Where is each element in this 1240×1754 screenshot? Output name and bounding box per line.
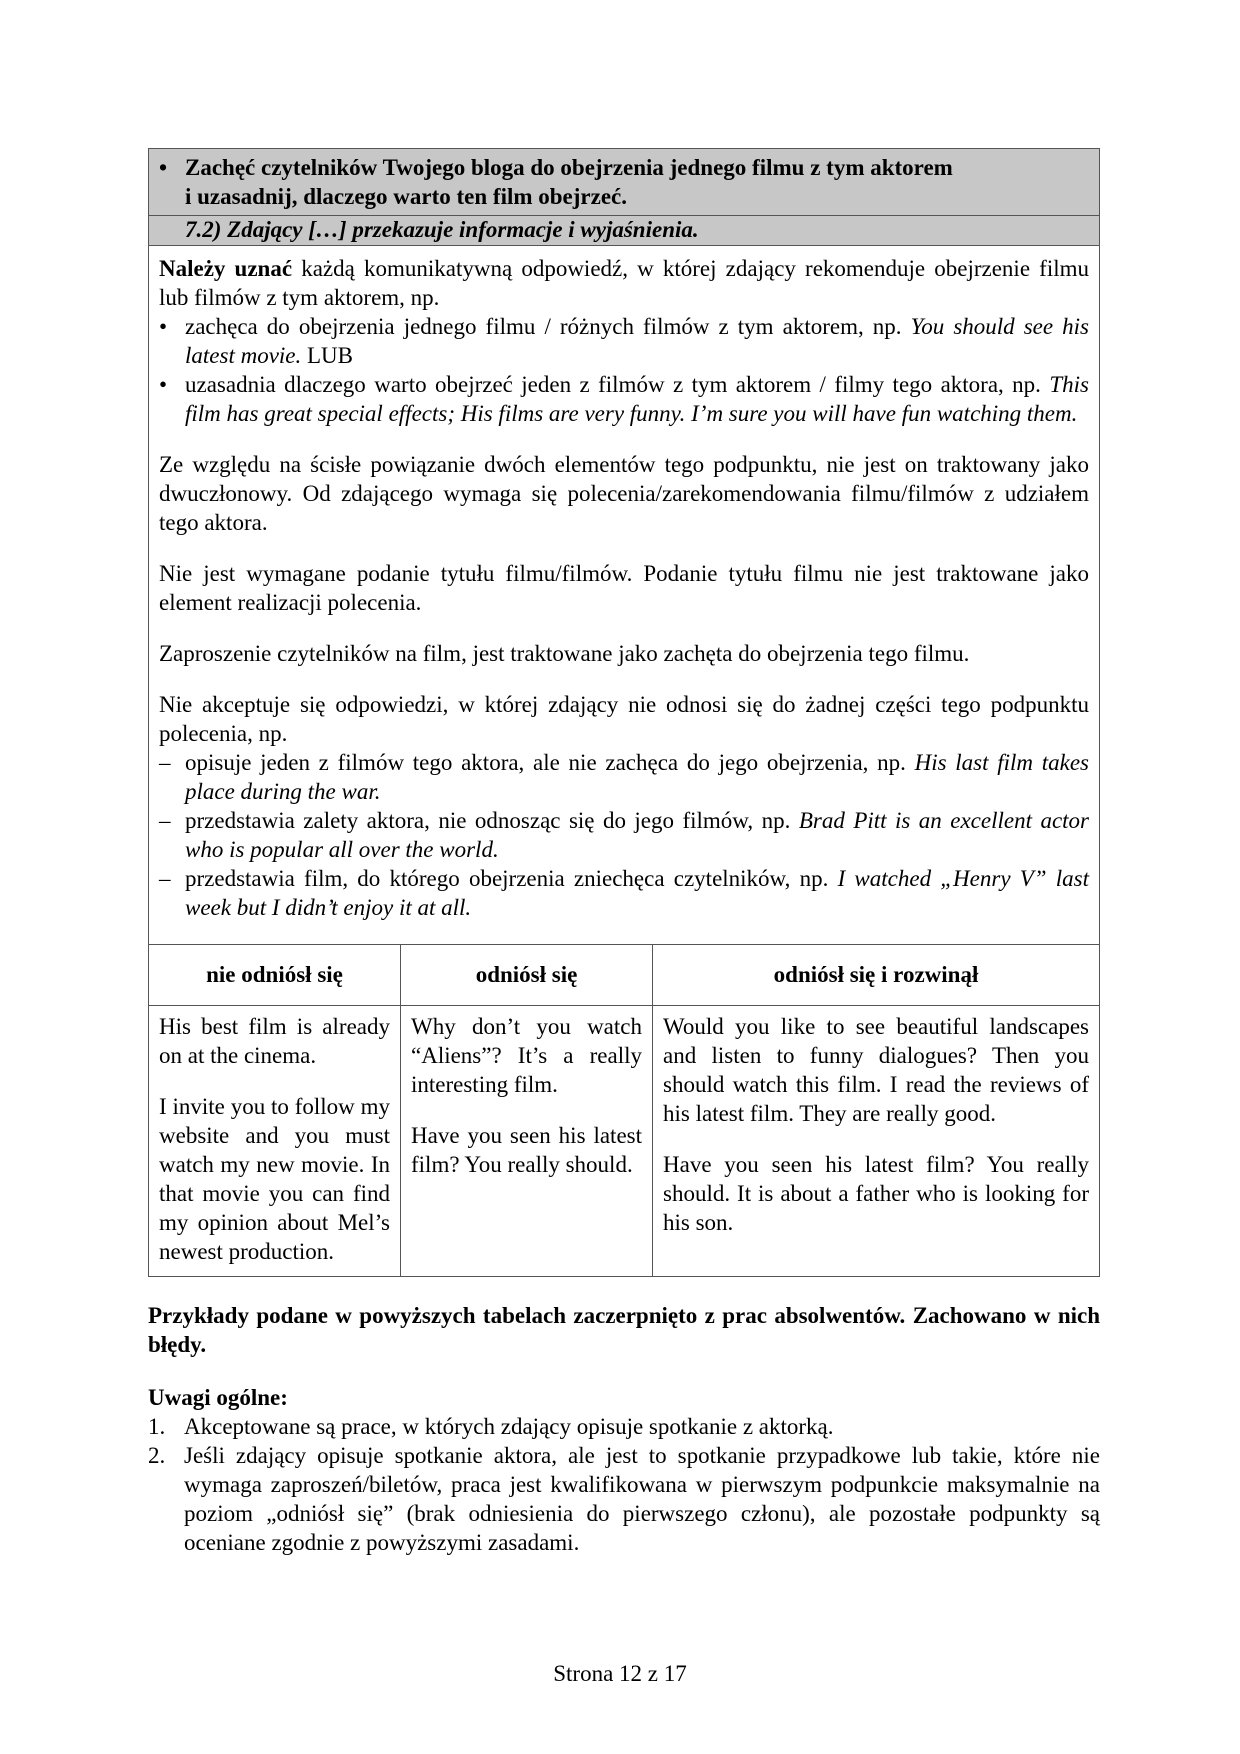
table-cell: Would you like to see beautiful landscapes and listen to funny dialogues? Then you should watch this film. I read the reviews of his latest film. They are really good. Have you seen his latest film? You really should. It is about a father who is looking for his son. — [653, 1005, 1100, 1276]
list-item: – opisuje jeden z filmów tego aktora, ale nie zachęca do jego obejrzenia, np. His last film takes place during the war. — [159, 750, 1089, 804]
general-remarks-title: Uwagi ogólne: — [148, 1384, 288, 1410]
criteria-box — [148, 148, 1100, 945]
paragraph-3: Zaproszenie czytelników na film, jest traktowane jako zachęta do obejrzenia tego filmu. — [159, 641, 970, 666]
intro-bold: Należy uznać — [159, 256, 293, 281]
table-cell: Why don’t you watch “Aliens”? It’s a really interesting film. Have you seen his latest film? You really should. — [401, 1005, 653, 1276]
intro-rest: każdą komunikatywną odpowiedź, w której zdający rekomenduje obejrzenie filmu lub filmów z tym aktorem, np. — [159, 256, 1089, 310]
table-header-row — [149, 944, 1100, 1005]
criteria-body — [149, 246, 1099, 944]
task-line-1: Zachęć czytelników Twojego bloga do obejrzenia jednego filmu z tym aktorem — [185, 155, 953, 180]
bullet-icon: • — [159, 372, 168, 397]
paragraph-4: Nie akceptuje się odpowiedzi, w której zdający nie odnosi się do żadnej części tego podpunktu polecenia, np. — [159, 692, 1089, 746]
list-item: • uzasadnia dlaczego warto obejrzeć jeden z filmów z tym aktorem / filmy tego aktora, np. This film has great special effects; His films are very funny. I’m sure you will have fun watching them. — [159, 372, 1089, 426]
requirement-line: 7.2) Zdający […] przekazuje informacje i wyjaśnienia. — [149, 216, 1099, 246]
paragraph-2: Nie jest wymagane podanie tytułu filmu/filmów. Podanie tytułu filmu nie jest traktowane jako element realizacji polecenia. — [159, 561, 1089, 615]
intro-paragraph — [159, 254, 1089, 312]
reject-dashes — [159, 748, 1089, 922]
task-line-2: i uzasadnij, dlaczego warto ten film obejrzeć. — [185, 184, 628, 209]
column-header: odniósł się — [401, 944, 653, 1005]
bullet-icon: • — [159, 314, 168, 339]
list-item: – przedstawia film, do którego obejrzenia zniechęca czytelników, np. I watched „Henry V” last week but I didn’t enjoy it at all. — [159, 866, 1089, 920]
dash-icon: – — [159, 750, 171, 775]
general-remarks-list — [148, 1412, 1100, 1557]
column-header: nie odniósł się — [149, 944, 401, 1005]
examples-note: Przykłady podane w powyższych tabelach zaczerpnięto z prac absolwentów. Zachowano w nich błędy. — [148, 1302, 1100, 1357]
list-item: 1. Akceptowane są prace, w których zdający opisuje spotkanie z aktorką. — [148, 1413, 834, 1439]
document-page — [148, 148, 1100, 1557]
table-cell: His best film is already on at the cinema. I invite you to follow my website and you must watch my new movie. In that movie you can find my opinion about Mel’s newest production. — [149, 1005, 401, 1276]
list-item: – przedstawia zalety aktora, nie odnosząc się do jego filmów, np. Brad Pitt is an excellent actor who is popular all over the world. — [159, 808, 1089, 862]
column-header: odniósł się i rozwinął — [653, 944, 1100, 1005]
dash-icon: – — [159, 808, 171, 833]
list-item: 2. Jeśli zdający opisuje spotkanie aktora, ale jest to spotkanie przypadkowe lub takie, które nie wymaga zaproszeń/biletów, praca jest kwalifikowana w pierwszym podpunkcie maksymalnie na poziom „odniósł się” (brak odniesienia do pierwszego członu), ale pozostałe podpunkty są oceniane zgodnie z powyższymi zasadami. — [148, 1442, 1100, 1555]
dash-icon: – — [159, 866, 171, 891]
paragraph-1: Ze względu na ścisłe powiązanie dwóch elementów tego podpunktu, nie jest on traktowany jako dwuczłonowy. Od zdającego wymaga się polecenia/zarekomendowania filmu/filmów z udziałem tego aktora. — [159, 452, 1089, 535]
list-item: • zachęca do obejrzenia jednego filmu / różnych filmów z tym aktorem, np. You should see his latest movie. LUB — [159, 314, 1089, 368]
bullet-icon: • — [159, 155, 168, 180]
comparison-table — [148, 944, 1100, 1277]
task-header — [149, 149, 1099, 216]
table-row — [149, 1005, 1100, 1276]
accept-bullets — [159, 312, 1089, 428]
page-number: Strona 12 z 17 — [553, 1661, 687, 1686]
